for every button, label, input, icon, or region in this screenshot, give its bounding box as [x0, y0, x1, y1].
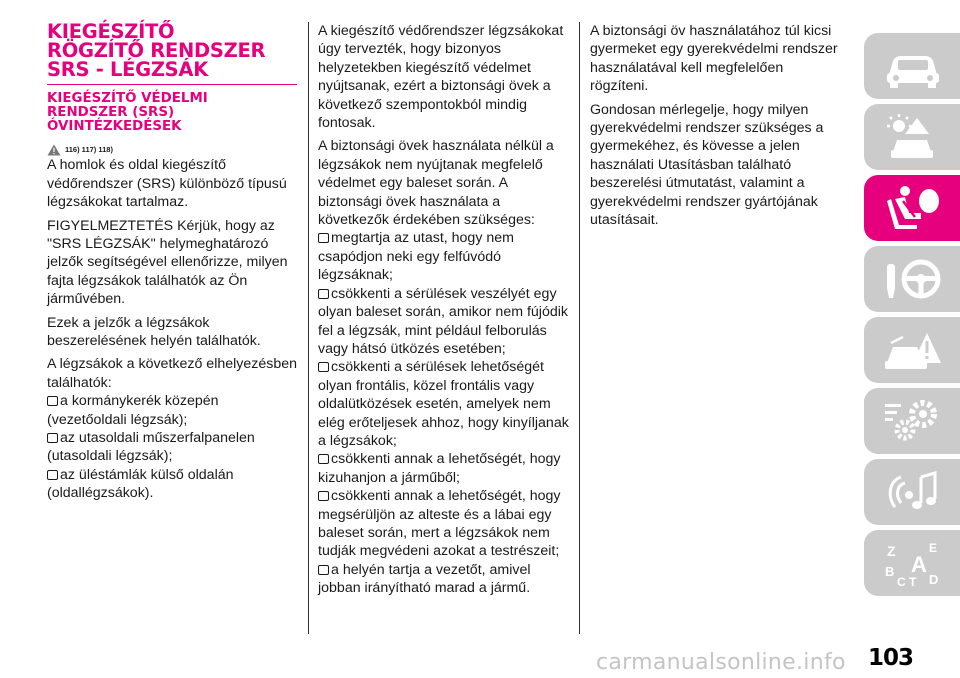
page-number: 103: [868, 645, 914, 671]
column-divider-1: [308, 22, 309, 634]
bullet-box-icon: [47, 470, 58, 480]
warning-triangle-car-icon: [881, 325, 943, 375]
warning-reference: [47, 143, 297, 156]
paragraph: A kiegészítő védőrendszer légzsákokat úgy tervezték, hogy bizonyos helyzetekben kiegészítő védelmet nyújtsanak, ezért a biztonsági övek a következő szempontokból mindig fontosak.: [318, 23, 564, 132]
paragraph: A légzsákok a következő elhelyezésben találhatók:: [47, 356, 298, 391]
warning-ref-numbers: 116) 117) 118): [65, 144, 113, 154]
paragraph: A homlok és oldal kiegészítő védőrendszer (SRS) különböző típusú légzsákokat tartalmaz.: [47, 157, 287, 211]
bullet-box-icon: [47, 433, 58, 443]
paragraph: Ezek a jelzők a légzsákok beszerelésének helyén találhatók.: [47, 314, 261, 350]
index-letter: D: [929, 572, 939, 587]
index-letter: A: [911, 552, 927, 577]
tab-dashboard-lights[interactable]: [864, 104, 960, 170]
paragraph: FIGYELMEZTETÉS Kérjük, hogy az "SRS LÉGZSÁK" helymeghatározó jelzők segítségével ellenőrizze, milyen fajta légzsákok találhatók az Ön járművében.: [47, 217, 288, 308]
tab-emergency[interactable]: [864, 317, 960, 383]
paragraph: A biztonsági övek használata nélkül a légzsákok nem nyújtanak megfelelő védelmet egy baleset során. A biztonsági övek használata a következők érdekében szükséges:: [318, 138, 554, 229]
warning-triangle-icon: [47, 144, 61, 156]
bullet-item: csökkenti a sérülések lehetőségét olyan frontális, közel frontális vagy oldalütközések esetén, amelyek nem elég erőteljesek ahhoz, hogy kinyíljanak a légzsákok;: [318, 359, 569, 449]
bullet-item: az üléstámlák külső oldalán (oldallégzsákok).: [47, 466, 234, 502]
column-divider-2: [579, 22, 580, 634]
tab-starting-driving[interactable]: [864, 246, 960, 312]
section-title: KIEGÉSZÍTŐ RÖGZÍTŐ RENDSZER SRS - LÉGZSÁK: [47, 22, 297, 85]
column-1: [47, 22, 297, 503]
bullet-item: a kormánykerék közepén (vezetőoldali légzsák);: [47, 393, 219, 428]
bullet-item: csökkenti annak a lehetőségét, hogy kizuhanjon a járműből;: [318, 451, 561, 486]
section-subtitle: KIEGÉSZÍTŐ VÉDELMI RENDSZER (SRS) ÓVINTÉZKEDÉSEK: [47, 91, 208, 134]
car-info-icon: [881, 41, 943, 91]
dashboard-lights-icon: [881, 112, 943, 162]
bullet-box-icon: [318, 289, 329, 299]
watermark: carmanualsonline.info: [596, 650, 846, 675]
tab-multimedia[interactable]: [864, 459, 960, 525]
index-letter: Z: [887, 543, 896, 559]
index-letter: E: [929, 541, 938, 555]
tab-safety[interactable]: [864, 175, 960, 241]
index-letter: T: [909, 575, 917, 588]
starting-driving-icon: [881, 254, 943, 304]
multimedia-music-icon: [881, 467, 943, 517]
index-letters-icon: [881, 538, 943, 588]
paragraph: Gondosan mérlegelje, hogy milyen gyerekvédelmi rendszer szükséges a gyermekéhez, és kövesse a jelen használati Utasításban található beszerelési útmutatást, valamint a gyerekvédelmi rendszer gyártójának utasításait.: [590, 101, 824, 229]
bullet-box-icon: [47, 396, 58, 406]
airbag-seat-icon: [881, 183, 943, 233]
bullet-item: csökkenti a sérülések veszélyét egy olyan baleset során, amikor nem fújódik fel a légzsák, mint például felborulás vagy hátsó ütközés esetében;: [318, 285, 568, 357]
bullet-box-icon: [318, 491, 329, 501]
index-letter: C: [897, 575, 906, 588]
paragraph: A biztonsági öv használatához túl kicsi gyermeket egy gyerekvédelmi rendszer használatával kell megfelelően rögzíteni.: [590, 23, 838, 95]
tab-vehicle-info[interactable]: [864, 33, 960, 99]
tab-index[interactable]: [864, 530, 960, 596]
bullet-box-icon: [318, 565, 329, 575]
tab-maintenance[interactable]: [864, 388, 960, 454]
bullet-item: a helyén tartja a vezetőt, amivel jobban irányítható marad a jármű.: [318, 561, 531, 597]
bullet-box-icon: [318, 362, 329, 372]
chapter-tabs: [864, 33, 960, 601]
bullet-item: csökkenti annak a lehetőségét, hogy megsérüljön az alteste és a lábai egy baleset során, mert a légzsákok nem tudják megvédeni azokat a testrészeit;: [318, 488, 561, 560]
column-3: [590, 22, 840, 234]
index-letter: B: [885, 564, 895, 579]
bullet-box-icon: [318, 454, 329, 464]
bullet-item: megtartja az utast, hogy nem csapódjon neki egy felfúvódó légzsáknak;: [318, 230, 514, 284]
maintenance-gears-icon: [881, 396, 943, 446]
column-2: [318, 22, 570, 598]
bullet-item: az utasoldali műszerfalpanelen (utasoldali légzsák);: [47, 430, 255, 465]
bullet-box-icon: [318, 233, 329, 243]
